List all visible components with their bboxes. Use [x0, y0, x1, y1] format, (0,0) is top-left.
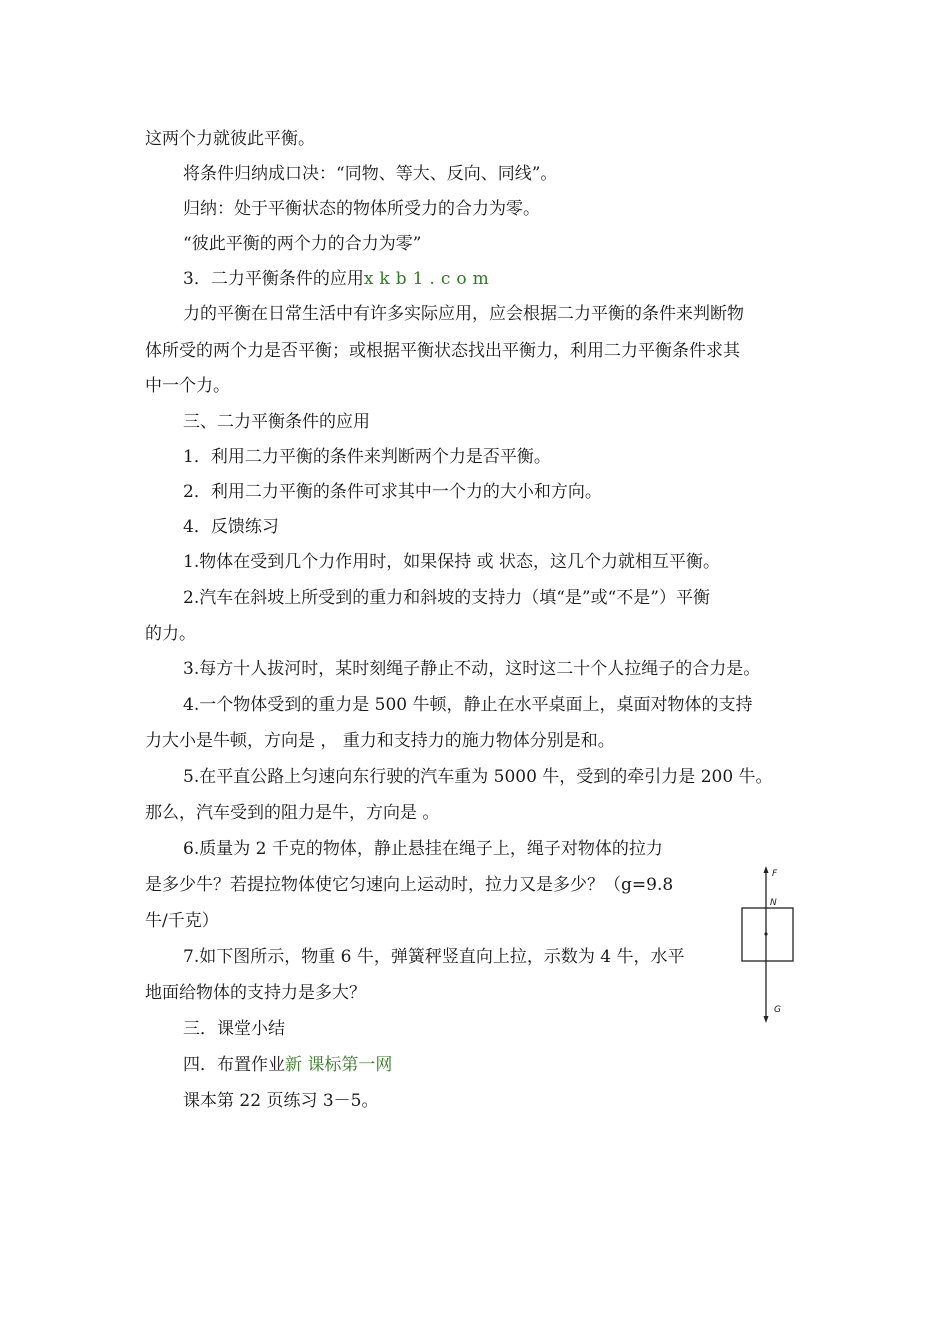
label-n: N — [770, 898, 777, 908]
exercise-line: 力大小是牛顿，方向是 ， 重力和支持力的施力物体分别是和。 — [145, 731, 615, 751]
text-line: 力的平衡在日常生活中有许多实际应用，应会根据二力平衡的条件来判断物 — [183, 304, 744, 324]
text-line: 体所受的两个力是否平衡；或根据平衡状态找出平衡力，利用二力平衡条件求其 — [145, 341, 740, 361]
text-line: 这两个力就彼此平衡。 — [145, 129, 315, 149]
text-line: 课本第 22 页练习 3－5。 — [183, 1091, 379, 1111]
exercise-line: 牛/千克） — [145, 911, 219, 931]
section-heading — [183, 268, 495, 290]
text-line: “彼此平衡的两个力的合力为零” — [183, 234, 422, 254]
heading-text: 四．布置作业 — [183, 1055, 285, 1075]
text-line: 中一个力。 — [145, 376, 230, 396]
force-diagram — [728, 862, 818, 1027]
center-point — [764, 932, 767, 935]
heading-text: 3．二力平衡条件的应用 — [183, 269, 364, 289]
label-f: F — [772, 869, 778, 879]
exercise-line: 是多少牛？若提拉物体使它匀速向上运动时，拉力又是多少？（g=9.8 — [145, 875, 674, 895]
exercise-line: 的力。 — [145, 624, 196, 644]
exercise-line: 5.在平直公路上匀速向东行驶的汽车重为 5000 牛，受到的牵引力是 200 牛。 — [183, 767, 773, 787]
arrow-up-icon — [764, 866, 769, 873]
label-g: G — [774, 1005, 781, 1015]
exercise-line: 6.质量为 2 千克的物体，静止悬挂在绳子上，绳子对物体的拉力 — [183, 839, 663, 859]
exercise-line: 那么，汽车受到的阻力是牛，方向是 。 — [145, 803, 440, 823]
exercise-line: 3.每方十人拔河时，某时刻绳子静止不动，这时这二十个人拉绳子的合力是。 — [183, 659, 761, 679]
watermark-link[interactable]: 新 课标第一网 — [285, 1055, 393, 1075]
exercise-line: 1.物体在受到几个力作用时，如果保持 或 状态，这几个力就相互平衡。 — [183, 552, 721, 572]
text-line: 2．利用二力平衡的条件可求其中一个力的大小和方向。 — [183, 482, 602, 502]
section-heading: 三、二力平衡条件的应用 — [183, 412, 370, 432]
section-heading: 4．反馈练习 — [183, 517, 279, 537]
section-heading — [183, 1054, 392, 1076]
exercise-line: 4.一个物体受到的重力是 500 牛顿，静止在水平桌面上，桌面对物体的支持 — [183, 695, 753, 715]
text-line: 将条件归纳成口决：“同物、等大、反向、同线”。 — [183, 164, 558, 184]
exercise-line: 2.汽车在斜坡上所受到的重力和斜坡的支持力（填“是”或“不是”）平衡 — [183, 588, 710, 608]
section-heading: 三．课堂小结 — [183, 1019, 285, 1039]
text-line: 1．利用二力平衡的条件来判断两个力是否平衡。 — [183, 447, 551, 467]
exercise-line: 7.如下图所示，物重 6 牛，弹簧秤竖直向上拉，示数为 4 牛，水平 — [183, 947, 685, 967]
text-line: 归纳：处于平衡状态的物体所受力的合力为零。 — [183, 199, 540, 219]
arrow-down-icon — [764, 1016, 769, 1023]
exercise-line: 地面给物体的支持力是多大？ — [145, 983, 366, 1003]
watermark-link[interactable]: xkb1.com — [363, 269, 495, 289]
